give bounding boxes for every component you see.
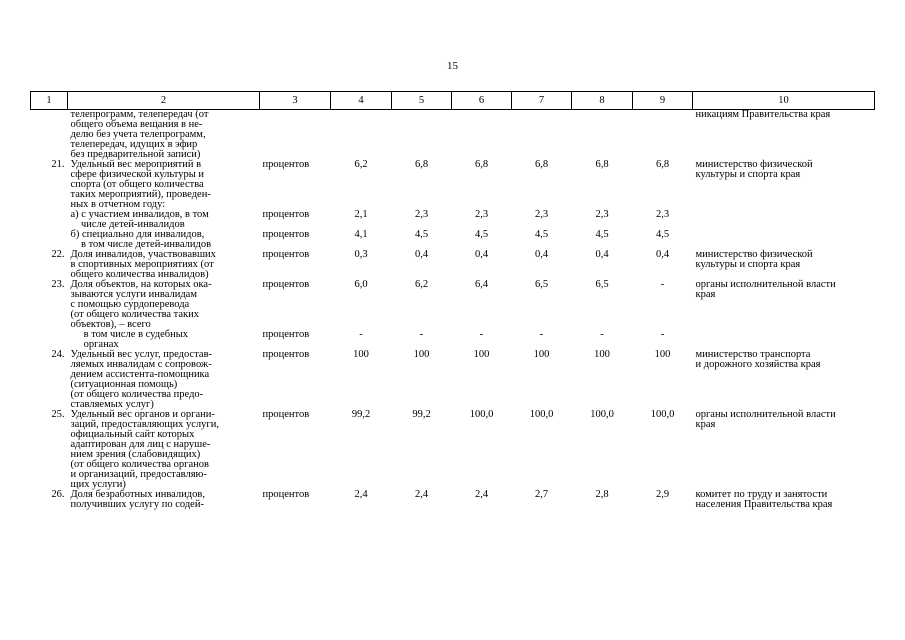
description-line: ных в отчетном году: — [70, 199, 166, 210]
value-cell: 4,5 — [595, 229, 609, 240]
responsible-body — [693, 350, 875, 410]
indicator-description — [68, 490, 260, 510]
value-cell: 99,2 — [351, 409, 371, 420]
value-cell: 0,4 — [474, 249, 489, 260]
value-cell: 100 — [594, 349, 610, 360]
responsible-body — [693, 490, 875, 510]
unit-cell: процентов — [262, 229, 310, 240]
description-line: заций, предоставляющих услуги, — [70, 419, 219, 430]
row-number — [31, 330, 68, 350]
table-row — [31, 330, 875, 350]
unit-cell — [260, 110, 331, 161]
value-cell: 0,4 — [595, 249, 609, 260]
description-line: Доля безработных инвалидов, — [70, 489, 205, 500]
indicator-description — [68, 210, 260, 230]
indicator-description — [68, 330, 260, 350]
value-cell: - — [600, 329, 604, 340]
indicator-description — [68, 110, 260, 161]
description-line: щих услуги) — [70, 479, 126, 490]
column-header: 10 — [693, 92, 875, 110]
value-cell: 99,2 — [412, 409, 431, 420]
responsible-line: культуры и спорта края — [695, 169, 801, 180]
description-line: адаптирован для лиц с наруше- — [70, 439, 211, 450]
value-cell: 6,8 — [474, 159, 489, 170]
row-number: 22. — [51, 249, 65, 260]
value-cell: 2,4 — [414, 489, 429, 500]
responsible-line: министерство физической — [695, 159, 813, 170]
indicator-description — [68, 160, 260, 210]
indicator-description — [68, 280, 260, 330]
value-cell: 4,5 — [414, 229, 429, 240]
table-row — [31, 210, 875, 230]
description-line: получивших услугу по содей- — [70, 499, 204, 510]
indicator-description — [68, 410, 260, 490]
row-number: 24. — [51, 349, 65, 360]
table-header — [31, 92, 875, 110]
value-cell — [331, 110, 392, 161]
unit-cell: процентов — [262, 489, 310, 500]
description-line: в спортивных мероприятиях (от — [70, 259, 214, 270]
value-cell: 6,8 — [414, 159, 429, 170]
description-line: телепередач, идущих в эфир — [70, 139, 198, 150]
description-line: зываются услуги инвалидам — [70, 289, 197, 300]
value-cell: 100 — [654, 349, 671, 360]
responsible-line: края — [695, 419, 716, 430]
value-cell: 6,4 — [474, 279, 489, 290]
row-number — [31, 230, 68, 250]
responsible-line: никациям Правительства края — [695, 109, 831, 120]
description-line: числе детей-инвалидов — [70, 219, 185, 230]
value-cell — [633, 110, 693, 161]
value-cell: 2,9 — [655, 489, 670, 500]
table-row — [31, 250, 875, 280]
description-line: в том числе детей-инвалидов — [70, 239, 212, 250]
unit-cell: процентов — [262, 249, 310, 260]
column-header: 4 — [331, 92, 392, 110]
row-number: 25. — [51, 409, 65, 420]
responsible-body — [693, 210, 875, 230]
description-line: официальный сайт которых — [70, 429, 195, 440]
value-cell: 2,3 — [595, 209, 609, 220]
row-number — [31, 110, 68, 161]
description-line: (ситуационная помощь) — [70, 379, 178, 390]
description-line: Доля объектов, на которых ока- — [70, 279, 212, 290]
row-number: 23. — [51, 279, 65, 290]
description-line: (от общего количества органов — [70, 459, 209, 470]
value-cell: 100 — [413, 349, 430, 360]
value-cell: - — [419, 329, 424, 340]
responsible-body — [693, 410, 875, 490]
description-line: дением ассистента-помощника — [70, 369, 210, 380]
indicator-description — [68, 350, 260, 410]
column-header: 3 — [260, 92, 331, 110]
value-cell — [452, 110, 512, 161]
indicator-description — [68, 230, 260, 250]
column-header: 8 — [572, 92, 633, 110]
description-line: таких мероприятий), проведен- — [70, 189, 211, 200]
value-cell: 100 — [353, 349, 369, 360]
value-cell: 2,1 — [354, 209, 368, 220]
value-cell — [392, 110, 452, 161]
description-line: Доля инвалидов, участвовавших — [70, 249, 216, 260]
description-line: Удельный вес услуг, предостав- — [70, 349, 213, 360]
indicator-description — [68, 250, 260, 280]
description-line: без предварительной записи) — [70, 149, 201, 160]
description-line: общего количества инвалидов) — [70, 269, 209, 280]
page-number: 15 — [447, 60, 458, 72]
description-line: ляемых инвалидам с сопровож- — [70, 359, 212, 370]
row-number: 21. — [51, 159, 65, 170]
value-cell: 4,5 — [655, 229, 670, 240]
table-row — [31, 280, 875, 330]
table-row — [31, 410, 875, 490]
table-row — [31, 110, 875, 161]
value-cell: 6,8 — [595, 159, 609, 170]
description-line: а) с участием инвалидов, в том — [70, 209, 209, 220]
responsible-body — [693, 110, 875, 161]
value-cell: - — [359, 329, 363, 340]
description-line: б) специально для инвалидов, — [70, 229, 205, 240]
value-cell: 6,8 — [534, 159, 549, 170]
value-cell: 2,3 — [655, 209, 670, 220]
value-cell: 2,4 — [474, 489, 489, 500]
description-line: органах — [70, 339, 119, 350]
value-cell: 4,5 — [474, 229, 489, 240]
value-cell — [512, 110, 572, 161]
responsible-body — [693, 230, 875, 250]
description-line: и организаций, предоставляю- — [70, 469, 207, 480]
responsible-line: органы исполнительной власти — [695, 279, 836, 290]
value-cell: - — [660, 279, 665, 290]
responsible-line: населения Правительства края — [695, 499, 833, 510]
value-cell: 2,3 — [414, 209, 429, 220]
value-cell: 100 — [473, 349, 490, 360]
responsible-line: комитет по труду и занятости — [695, 489, 828, 500]
description-line: ставляемых услуг) — [70, 399, 154, 410]
value-cell: 4,1 — [354, 229, 368, 240]
indicators-table — [30, 91, 875, 510]
responsible-line: органы исполнительной власти — [695, 409, 836, 420]
responsible-body — [693, 250, 875, 280]
responsible-line: и дорожного хозяйства края — [695, 359, 821, 370]
description-line: (от общего количества предо- — [70, 389, 204, 400]
value-cell: 6,0 — [354, 279, 368, 290]
responsible-body — [693, 330, 875, 350]
column-header: 5 — [392, 92, 452, 110]
value-cell: 100,0 — [529, 409, 554, 420]
responsible-line: края — [695, 289, 716, 300]
value-cell: - — [479, 329, 484, 340]
row-number — [31, 210, 68, 230]
value-cell: 100,0 — [469, 409, 494, 420]
column-header: 9 — [633, 92, 693, 110]
value-cell: 100 — [533, 349, 550, 360]
value-cell: 6,5 — [534, 279, 549, 290]
value-cell: 0,4 — [655, 249, 670, 260]
column-header: 6 — [452, 92, 512, 110]
value-cell: 2,7 — [534, 489, 549, 500]
value-cell: 0,3 — [354, 249, 368, 260]
column-header: 2 — [68, 92, 260, 110]
table-row — [31, 490, 875, 510]
description-line: делю без учета телепрограмм, — [70, 129, 206, 140]
description-line: в том числе в судебных — [70, 329, 189, 340]
value-cell: 2,3 — [534, 209, 549, 220]
description-line: нием зрения (слабовидящих) — [70, 449, 201, 460]
value-cell: 0,4 — [414, 249, 429, 260]
responsible-body — [693, 160, 875, 210]
value-cell — [572, 110, 633, 161]
value-cell: - — [660, 329, 665, 340]
description-line: спорта (от общего количества — [70, 179, 204, 190]
value-cell: 0,4 — [534, 249, 549, 260]
unit-cell: процентов — [262, 329, 310, 340]
description-line: сфере физической культуры и — [70, 169, 205, 180]
unit-cell: процентов — [262, 349, 310, 360]
value-cell: 100,0 — [590, 409, 614, 420]
description-line: (от общего количества таких — [70, 309, 200, 320]
responsible-line: культуры и спорта края — [695, 259, 801, 270]
value-cell: 2,3 — [474, 209, 489, 220]
unit-cell: процентов — [262, 279, 310, 290]
row-number: 26. — [51, 489, 65, 500]
value-cell: 6,5 — [595, 279, 609, 290]
description-line: общего объема вещания в не- — [70, 119, 203, 130]
unit-cell: процентов — [262, 409, 310, 420]
responsible-body — [693, 280, 875, 330]
value-cell: 100,0 — [650, 409, 675, 420]
value-cell: 2,4 — [354, 489, 368, 500]
value-cell: 6,2 — [354, 159, 368, 170]
table-body — [31, 110, 875, 511]
value-cell: 6,2 — [414, 279, 429, 290]
unit-cell: процентов — [262, 159, 310, 170]
table-row — [31, 160, 875, 210]
value-cell: 4,5 — [534, 229, 549, 240]
column-header: 7 — [512, 92, 572, 110]
description-line: объектов), – всего — [70, 319, 151, 330]
description-line: Удельный вес органов и органи- — [70, 409, 215, 420]
table-row — [31, 230, 875, 250]
table-row — [31, 350, 875, 410]
description-line: телепрограмм, телепередач (от — [70, 109, 209, 120]
value-cell: 2,8 — [595, 489, 609, 500]
description-line: Удельный вес мероприятий в — [70, 159, 202, 170]
responsible-line: министерство транспорта — [695, 349, 811, 360]
responsible-line: министерство физической — [695, 249, 813, 260]
unit-cell: процентов — [262, 209, 310, 220]
column-header: 1 — [31, 92, 68, 110]
value-cell: - — [539, 329, 544, 340]
value-cell: 6,8 — [655, 159, 670, 170]
description-line: с помощью сурдоперевода — [70, 299, 190, 310]
